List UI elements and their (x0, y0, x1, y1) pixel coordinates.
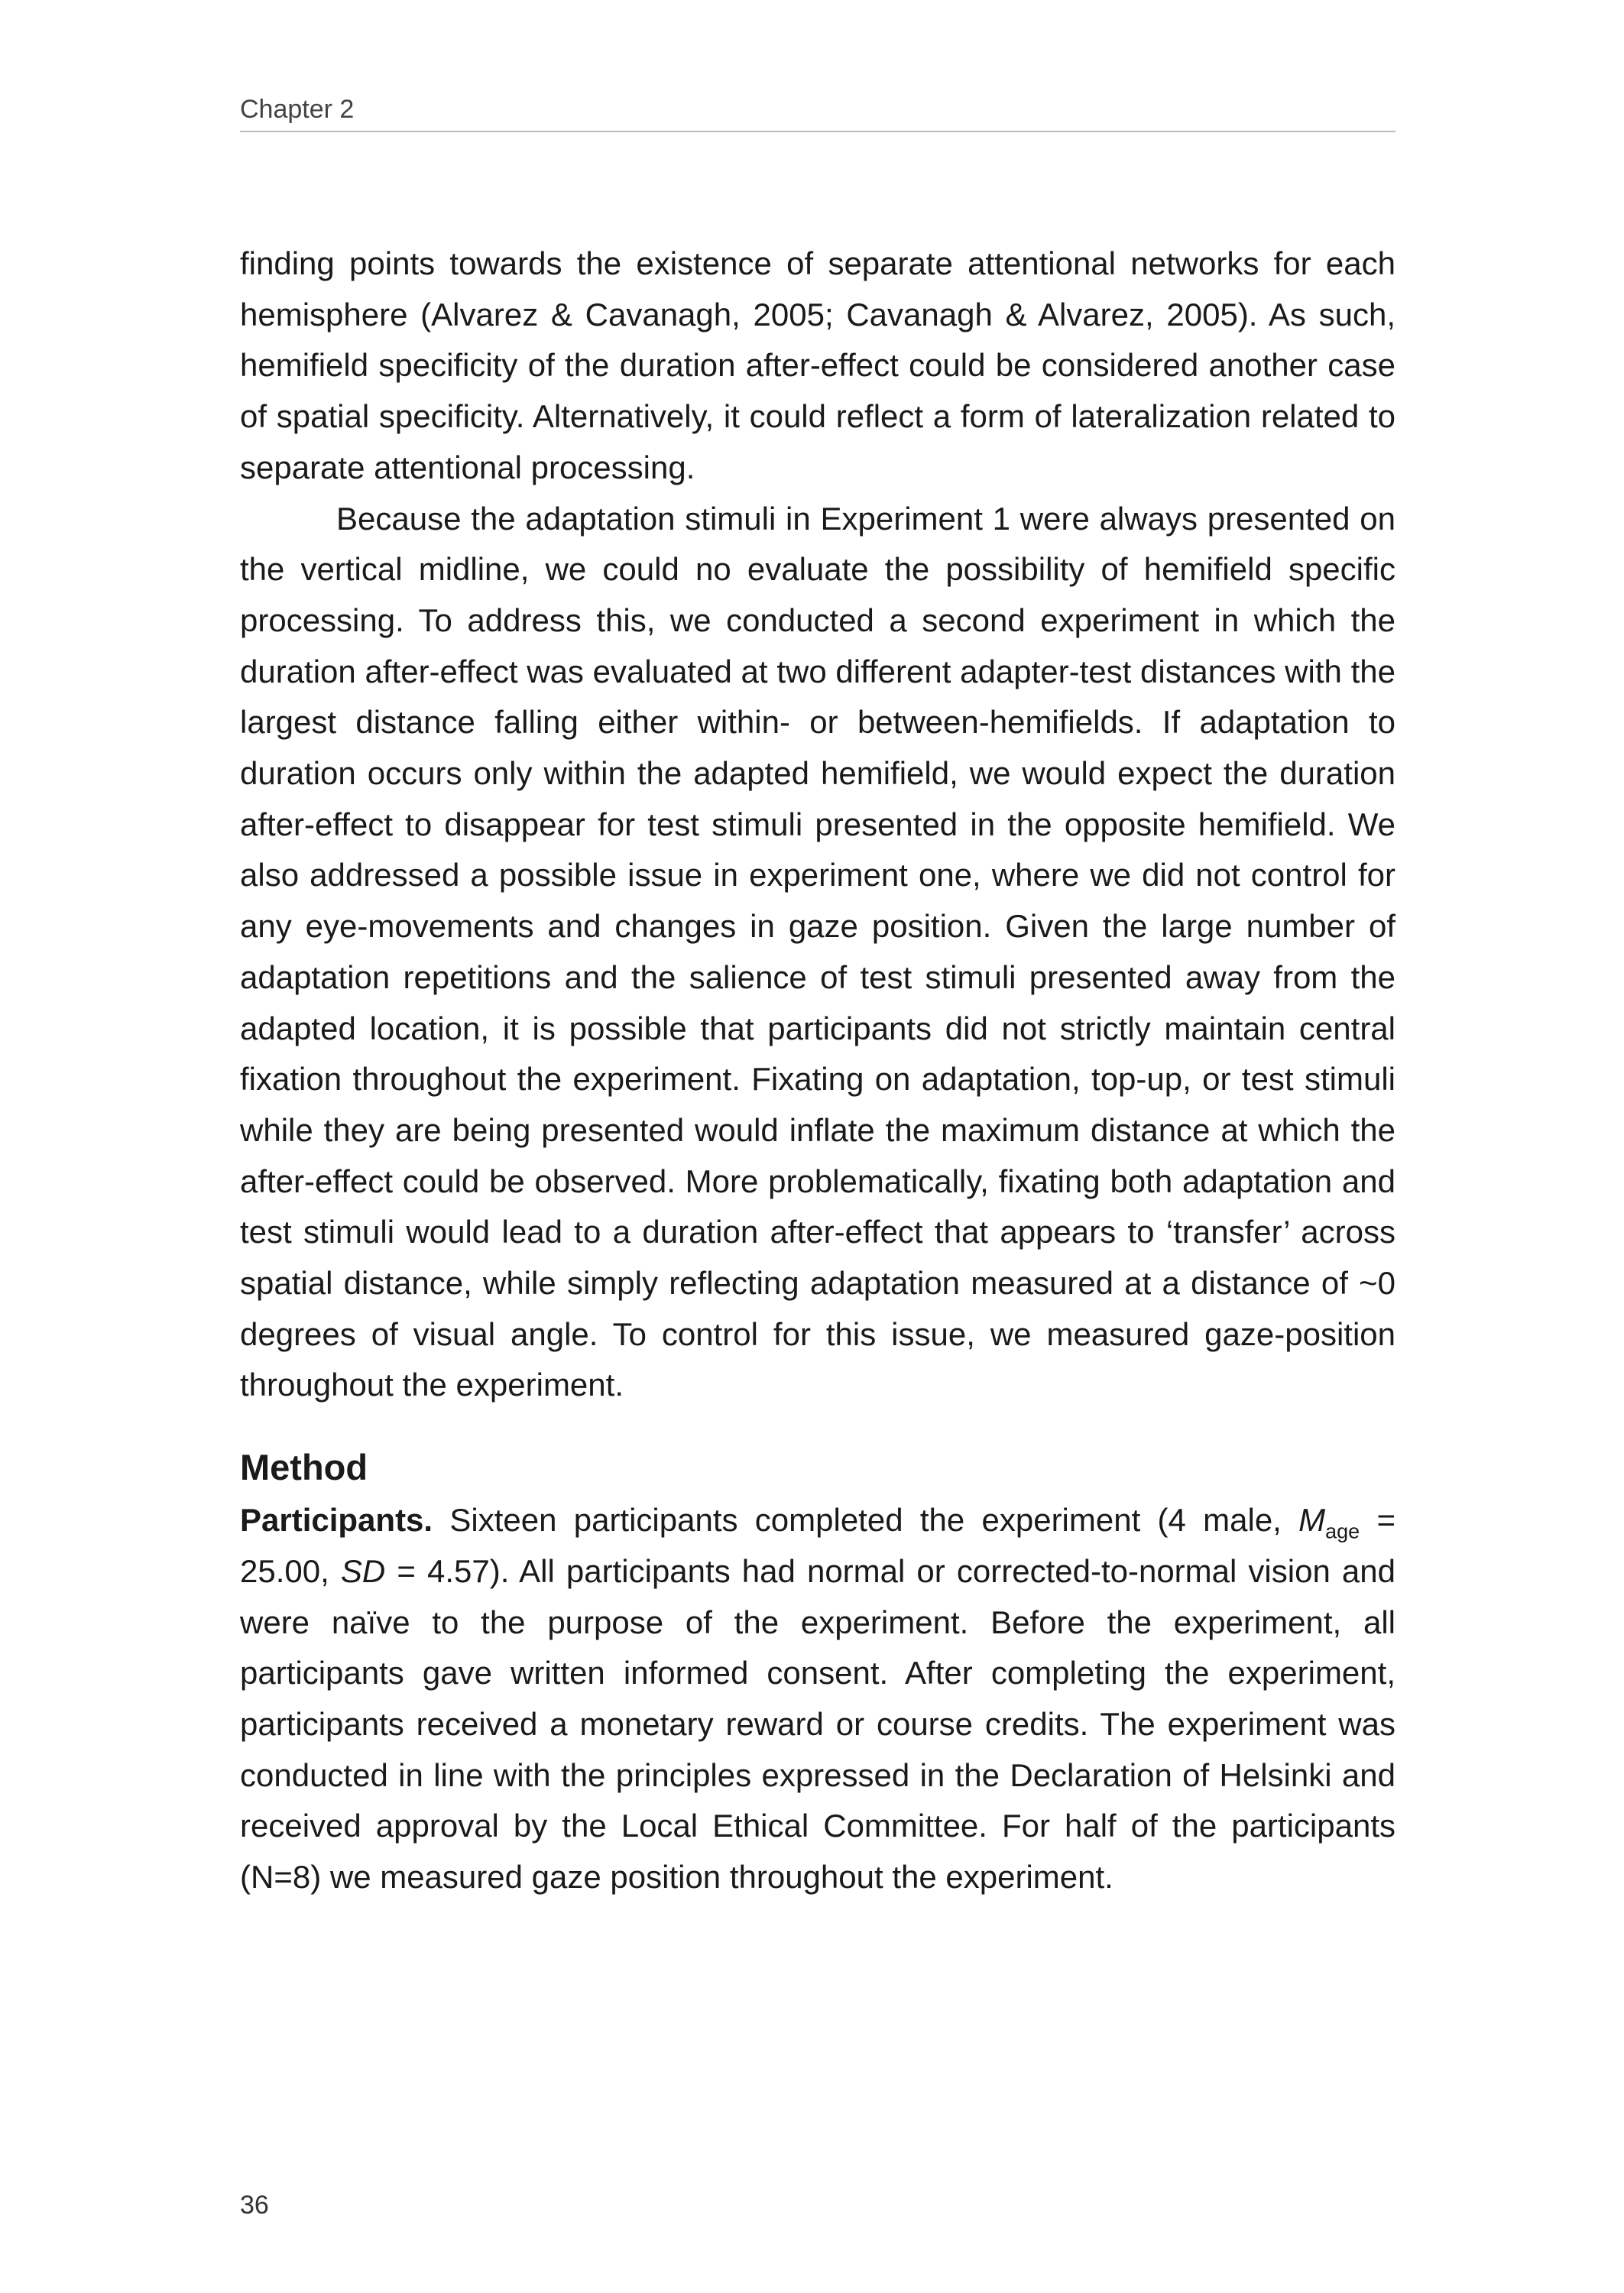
run-in-heading-participants: Participants. (240, 1502, 433, 1539)
participants-text-b: = 25.00, (240, 1502, 1395, 1589)
mean-age-subscript: age (1325, 1519, 1360, 1543)
paragraph-experiment-rationale: Because the adaptation stimuli in Experiment 1 were always presented on the vertical midline, we could no evaluate the possibility of hemifield specific processing. To address this, we conducted a second experiment in which the duration after-effect was evaluated at two different adapter-test distances with the largest distance falling either within- or between-hemifields. If adaptation to duration occurs only within the adapted hemifield, we would expect the duration after-effect to disappear for test stimuli presented in the opposite hemifield. We also addressed a possible issue in experiment one, where we did not control for any eye-movements and changes in gaze position. Given the large number of adaptation repetitions and the salience of test stimuli presented away from the adapted location, it is possible that participants did not strictly maintain central fixation throughout the experiment. Fixating on adaptation, top-up, or test stimuli while they are being presented would inflate the maximum distance at which the after-effect could be observed. More problematically, fixating both adaptation and test stimuli would lead to a duration after-effect that appears to ‘transfer’ across spatial distance, while simply reflecting adaptation measured at a distance of ~0 degrees of visual angle. To control for this issue, we measured gaze-position throughout the experiment. (240, 500, 1395, 1403)
paragraph-continued: finding points towards the existence of separate attentional networks for each hemisphere (Alvarez & Cavanagh, 2005; Cavanagh & Alvarez, 2005). As such, hemifield specificity of the duration after-effect could be considered another case of spatial specificity. Alternatively, it could reflect a form of lateralization related to separate attentional processing. (240, 245, 1395, 485)
participants-text-c: = 4.57). All participants had normal or corrected-to-normal vision and were naïve to the purpose of the experiment. Before the experiment, all participants gave written informed consent. After completing the experiment, participants received a monetary reward or course credits. The experiment was conducted in line with the principles expressed in the Declaration of Helsinki and received approval by the Local Ethical Committee. For half of the participants (N=8) we measured gaze position throughout the experiment. (240, 1552, 1395, 1896)
body-text (240, 238, 1395, 1903)
mean-age-symbol: M (1298, 1502, 1326, 1539)
paragraph-participants (240, 1495, 1395, 1903)
running-head: Chapter 2 (240, 95, 355, 124)
section-heading-method: Method (240, 1447, 368, 1488)
page-number: 36 (240, 2191, 269, 2220)
sd-symbol: SD (340, 1552, 386, 1589)
participants-text-a: Sixteen participants completed the experiment (4 male, (433, 1502, 1299, 1539)
header-rule (240, 131, 1395, 132)
